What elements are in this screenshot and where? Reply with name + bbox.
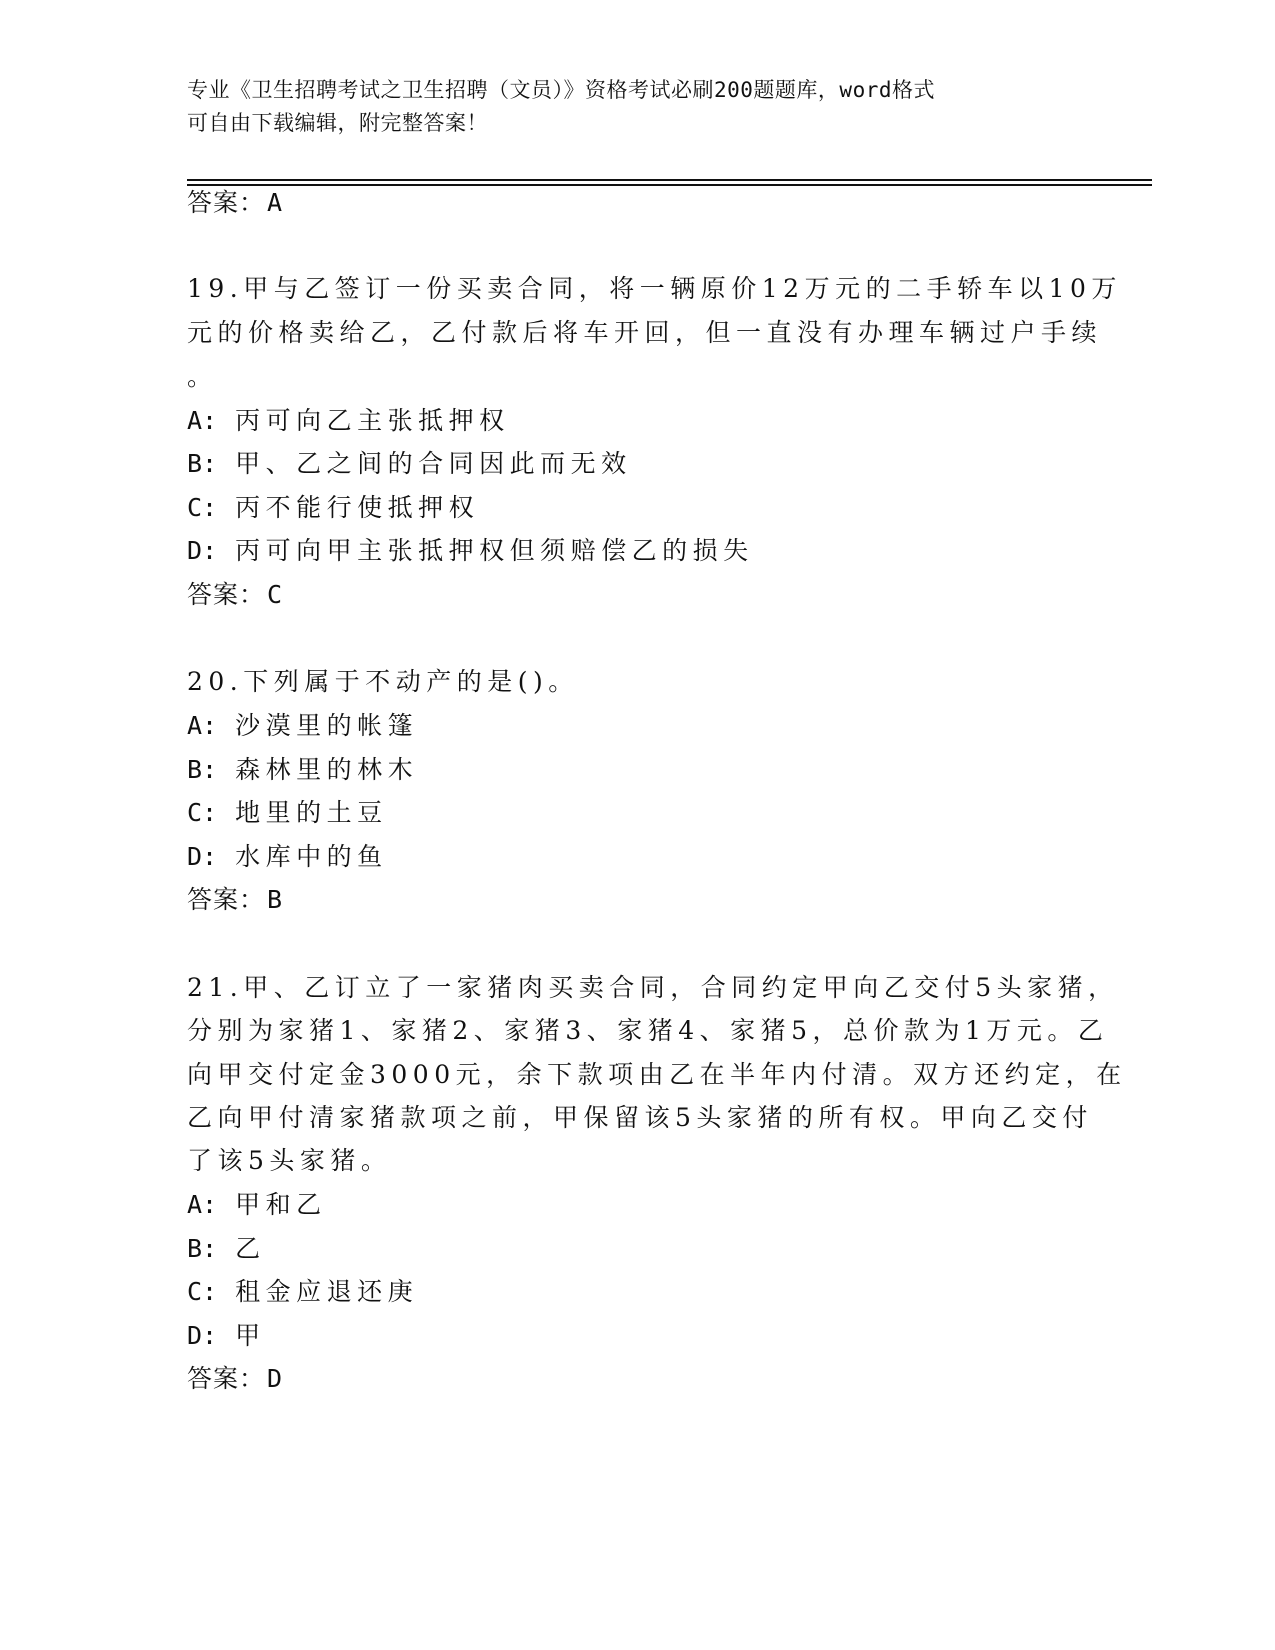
option-text: 甲 [235, 1321, 266, 1350]
option-text: 丙可向甲主张抵押权但须赔偿乙的损失 [235, 536, 754, 565]
option-key: B: [187, 755, 218, 784]
question-21-stem-line-2: 分别为家猪1、家猪2、家猪3、家猪4、家猪5，总价款为1万元。乙 [187, 1016, 1109, 1045]
header-line-1: 专业《卫生招聘考试之卫生招聘（文员）》资格考试必刷200题题库，word格式 [187, 78, 935, 102]
option-key: C: [187, 798, 218, 827]
question-20-stem-line-1: 20.下列属于不动产的是()。 [187, 667, 579, 696]
answer-label: 答案： [187, 885, 266, 914]
question-19-answer [187, 580, 283, 610]
question-19-stem-line-2: 元的价格卖给乙，乙付款后将车开回，但一直没有办理车辆过户手续 [187, 318, 1103, 347]
option-text: 森林里的林木 [235, 755, 419, 784]
question-21-answer [187, 1364, 283, 1394]
question-21-option-d [187, 1321, 266, 1351]
prev-answer [187, 188, 283, 218]
header-divider-bottom [187, 184, 1152, 186]
answer-value: B [267, 885, 284, 914]
question-21-option-b [187, 1234, 266, 1264]
question-19-option-d [187, 536, 754, 566]
question-20-option-a [187, 711, 418, 741]
option-text: 水库中的鱼 [235, 842, 388, 871]
question-21-option-c [187, 1277, 418, 1307]
question-21-stem-line-4: 乙向甲付清家猪款项之前，甲保留该5头家猪的所有权。甲向乙交付 [187, 1103, 1093, 1132]
option-text: 乙 [235, 1234, 266, 1263]
question-21-option-a [187, 1190, 327, 1220]
question-19-stem-line-1: 19.甲与乙签订一份买卖合同，将一辆原价12万元的二手轿车以10万 [187, 274, 1122, 303]
question-20-option-d [187, 842, 388, 872]
answer-label: 答案： [187, 580, 266, 609]
answer-label: 答案： [187, 188, 266, 217]
option-key: C: [187, 1277, 218, 1306]
header-divider-top [187, 179, 1152, 181]
option-text: 甲和乙 [235, 1190, 327, 1219]
document-header [187, 74, 1087, 140]
option-text: 租金应退还庚 [235, 1277, 419, 1306]
question-21-stem-line-3: 向甲交付定金3000元，余下款项由乙在半年内付清。双方还约定，在 [187, 1060, 1127, 1089]
option-key: B: [187, 449, 218, 478]
option-text: 甲、乙之间的合同因此而无效 [235, 449, 632, 478]
answer-value: A [267, 188, 284, 217]
option-key: B: [187, 1234, 218, 1263]
question-20-option-c [187, 798, 388, 828]
option-text: 沙漠里的帐篷 [235, 711, 419, 740]
question-20-option-b [187, 755, 418, 785]
option-key: D: [187, 842, 218, 871]
option-text: 地里的土豆 [235, 798, 388, 827]
option-text: 丙可向乙主张抵押权 [235, 406, 510, 435]
answer-value: C [267, 580, 284, 609]
header-line-2: 可自由下载编辑，附完整答案！ [187, 111, 488, 135]
option-key: C: [187, 493, 218, 522]
question-19-stem-line-3: 。 [187, 362, 218, 391]
option-text: 丙不能行使抵押权 [235, 493, 480, 522]
answer-value: D [267, 1364, 284, 1393]
option-key: A: [187, 406, 218, 435]
question-19-option-b [187, 449, 632, 479]
question-21-stem-line-5: 了该5头家猪。 [187, 1146, 392, 1175]
question-19-option-a [187, 406, 510, 436]
question-19-option-c [187, 493, 479, 523]
option-key: D: [187, 1321, 218, 1350]
option-key: D: [187, 536, 218, 565]
option-key: A: [187, 1190, 218, 1219]
option-key: A: [187, 711, 218, 740]
question-20-answer [187, 885, 283, 915]
answer-label: 答案： [187, 1364, 266, 1393]
question-21-stem-line-1: 21.甲、乙订立了一家猪肉买卖合同，合同约定甲向乙交付5头家猪， [187, 973, 1119, 1002]
